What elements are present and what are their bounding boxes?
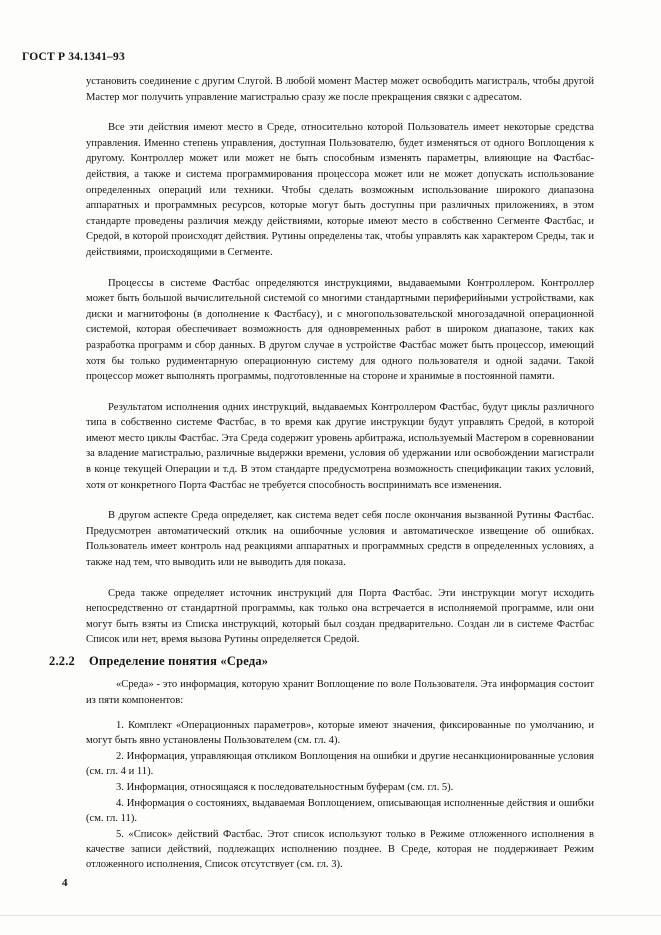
paragraph-1: установить соединение с другим Слугой. В любой момент Мастер может освободить магистраль, чтобы другой Мастер мог получить управление магистралью сразу же после прекращения связки с адресатом. (86, 76, 594, 103)
section-number: 2.2.2 (49, 654, 75, 668)
scan-divider (0, 915, 661, 916)
section-intro: «Среда» - это информация, которую хранит Воплощение по воле Пользователя. Эта информация состоит из пяти компонентов: (86, 679, 594, 706)
document-header: ГОСТ Р 34.1341–93 (22, 51, 125, 63)
list-item: 5. «Список» действий Фастбас. Этот список используют только в Режиме отложенного исполнения в качестве записи действий, подлежащих исполнению позднее. В Среде, которая не поддерживает Режим отложенного исполнения, Список отсутствует (см. гл. 3). (86, 829, 594, 871)
list-item: 1. Комплект «Операционных параметров», которые имеют значения, фиксированные по умолчанию, и могут быть явно установлены Пользователем (см. гл. 4). (86, 720, 594, 747)
paragraph-6: Среда также определяет источник инструкций для Порта Фастбас. Эти инструкции могут исходить непосредственно от стандартной программы, как только она встречается в исполняемой программе, или они могут быть взяты из Списка инструкций, который был создан предварительно. Создан ли в системе Фастбас Список или нет, время вызова Рутины определяется Средой. (86, 587, 594, 646)
list-item: 3. Информация, относящаяся к последовательностным буферам (см. гл. 5). (116, 782, 454, 794)
list-item: 4. Информация о состояниях, выдаваемая Воплощением, описывающая исполненные действия и ошибки (см. гл. 11). (86, 798, 594, 825)
paragraph-4: Результатом исполнения одних инструкций, выдаваемых Контроллером Фастбас, будут циклы различного типа в собственно системе Фастбас, в то время как другие инструкции будут управлять Средой, в которой имеют место циклы Фастбас. Эта Среда содержит уровень арбитража, используемый Мастером в соревновании за владение магистралью, различные выдержки времени, условия об удержании или освобождении магистрали в конце текущей Операции и т.д. В этом стандарте предусмотрена возможность спецификации таких условий, хотя от конкретного Порта Фастбас не требуется способность воспринимать все изменения. (86, 401, 594, 491)
paragraph-2: Все эти действия имеют место в Среде, относительно которой Пользователь имеет некоторые средства управления. Именно степень управления, доступная Пользователю, будет изменяться от одного Воплощения к другому. Контроллер может или может не быть способным изменять параметры, влияющие на Фастбас-действия, а также и система программирования процессора может или не может допускать использование определенных операций или техники. Чтобы сделать возможным использование широкого диапазона аппаратных и программных ресурсов, которые могут быть доступны при различных приложениях, в этом стандарте проведены различия между действиями, которые имеют место в собственно Сегменте Фастбас, и Средой, в которой происходят действия. Рутины определены так, чтобы управлять как характером Среды, так и действиями, происходящими в Сегменте. (86, 122, 594, 258)
section-title: Определение понятия «Среда» (89, 654, 269, 668)
paragraph-3: Процессы в системе Фастбас определяются инструкциями, выдаваемыми Контроллером. Контроллер может быть большой вычислительной системой со многими стандартными периферийными устройствами, как диски и магнитофоны (в дополнение к Фастбасу), и с многопользовательской многозадачной операционной системой, которая обеспечивает возможность для одновременных работ в широком диапазоне, таких как разработка программ и сбор данных. В другом случае в устройстве Фастбас может быть процессор, имеющий хотя бы только рудиментарную операционную систему для одного пользователя и одной задачи. Такой процессор может выполнять программы, подготовленные на стороне и хранимые в постоянной памяти. (86, 277, 594, 383)
section-body (86, 677, 594, 873)
list-item: 2. Информация, управляющая откликом Воплощения на ошибки и другие несанкционированные условия (см. гл. 4 и 11). (86, 751, 594, 778)
paragraph-5: В другом аспекте Среда определяет, как система ведет себя после окончания вызванной Рутины Фастбас. Предусмотрен автоматический отклик на ошибочные условия и автоматическое извещение об ошибках. Пользователь имеет контроль над реакциями аппаратных и программных средств в определенных условиях, а также над тем, что выводить или не выводить для показа. (86, 510, 594, 569)
body-text (86, 74, 594, 648)
page-number: 4 (62, 877, 68, 889)
section-heading (49, 654, 268, 669)
component-list (86, 718, 594, 872)
